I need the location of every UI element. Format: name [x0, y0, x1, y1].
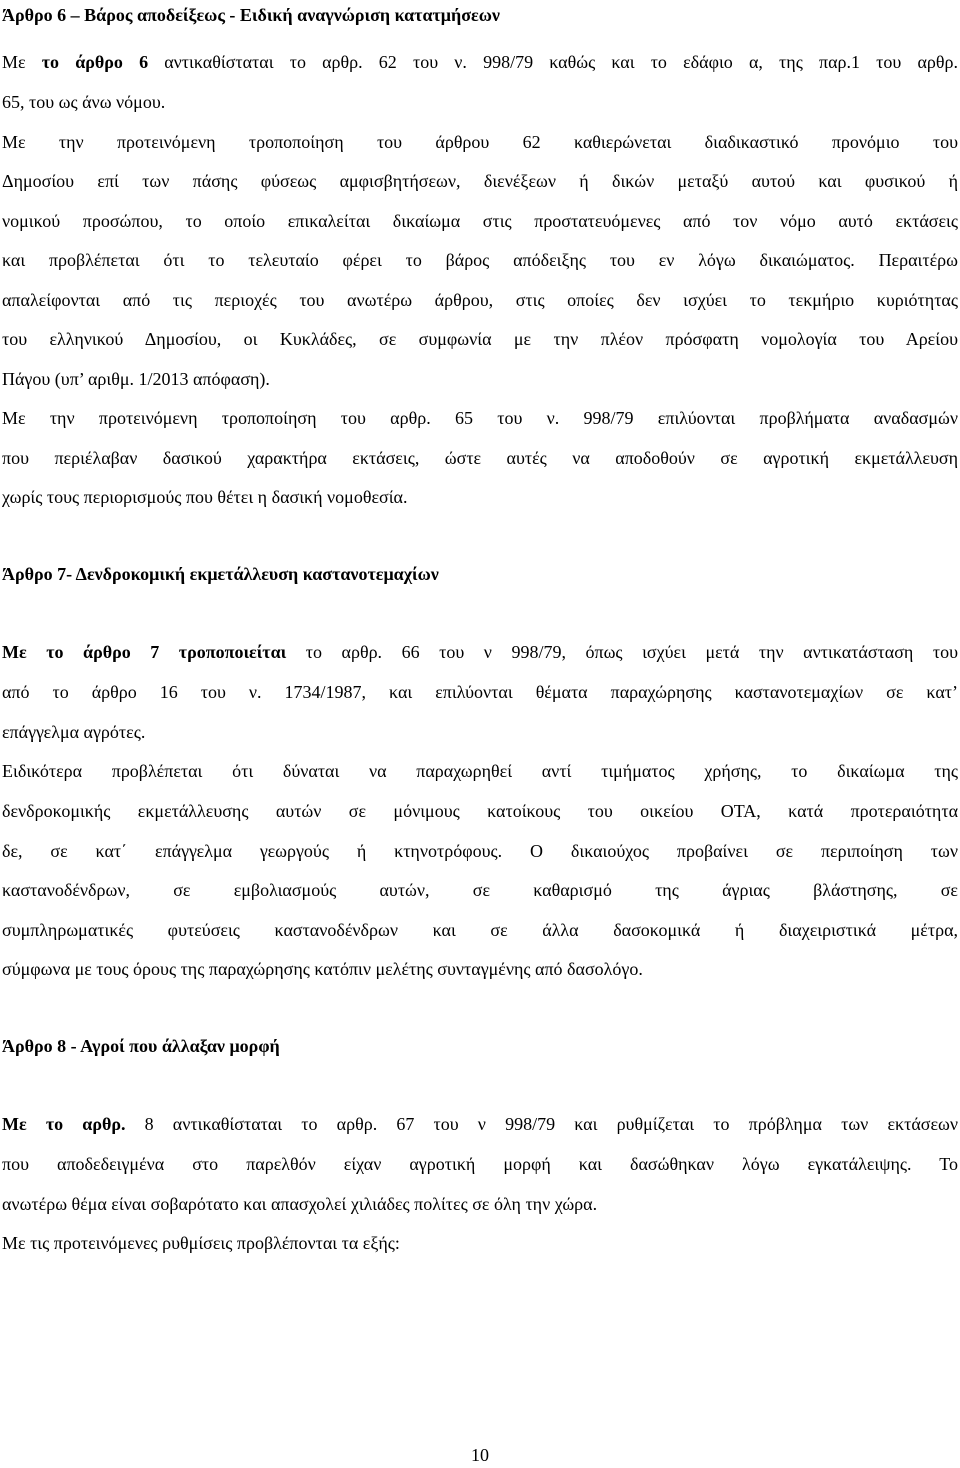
paragraph-line: Με τις προτεινόμενες ρυθμίσεις προβλέπονται τα εξής: — [2, 1233, 400, 1253]
paragraph-line: καστανοδένδρων, σε εμβολιασμούς αυτών, σε καθαρισμό της άγριας βλάστησης, σε — [2, 880, 958, 900]
article-6-intro-line-1 — [2, 50, 958, 74]
bold-text: Με το άρθρο 7 τροποποιείται — [2, 642, 287, 662]
text-span: το αρθρ. 66 του ν 998/79, όπως ισχύει μετά την αντικατάσταση του — [286, 642, 958, 662]
paragraph-line: Πάγου (υπ’ αριθμ. 1/2013 απόφαση). — [2, 369, 270, 389]
paragraph-line: από το άρθρο 16 του ν. 1734/1987, και επιλύονται θέματα παραχώρησης καστανοτεμαχίων σε κατ’ — [2, 682, 958, 702]
paragraph-line: που περιέλαβαν δασικού χαρακτήρα εκτάσεις, ώστε αυτές να αποδοθούν σε αγροτική εκμετάλλευση — [2, 448, 958, 468]
paragraph-line: δενδροκομικής εκμετάλλευσης αυτών σε μόνιμους κατοίκους του οικείου ΟΤΑ, κατά προτεραιότητα — [2, 801, 958, 821]
article-6-heading: Άρθρο 6 – Βάρος αποδείξεως - Ειδική αναγνώριση κατατμήσεων — [2, 5, 500, 25]
paragraph-line: δε, σε κατ΄ επάγγελμα γεωργούς ή κτηνοτρόφους. Ο δικαιούχος προβαίνει σε περιποίηση των — [2, 841, 958, 861]
article-7-heading: Άρθρο 7- Δενδροκομική εκμετάλλευση καστανοτεμαχίων — [2, 564, 439, 584]
paragraph-line: συμπληρωματικές φυτεύσεις καστανοδένδρων και σε άλλα δασοκομικά ή διαχειριστικά μέτρα, — [2, 920, 958, 940]
paragraph-line: Με την προτεινόμενη τροποποίηση του άρθρου 62 καθιερώνεται διαδικαστικό προνόμιο του — [2, 132, 958, 152]
paragraph-line: επάγγελμα αγρότες. — [2, 722, 146, 742]
text-span: αντικαθίσταται το αρθρ. 62 του ν. 998/79 καθώς και το εδάφιο α, της παρ.1 του αρθρ. — [148, 52, 958, 72]
bold-text: το άρθρο 6 — [41, 52, 149, 72]
article-6-intro-line-2: 65, του ως άνω νόμου. — [2, 92, 166, 112]
paragraph-line: χωρίς τους περιορισμούς που θέτει η δασική νομοθεσία. — [2, 487, 408, 507]
paragraph-line: Ειδικότερα προβλέπεται ότι δύναται να παραχωρηθεί αντί τιμήματος χρήσης, το δικαίωμα της — [2, 761, 958, 781]
bold-text: Με το αρθρ. — [2, 1114, 126, 1134]
paragraph-line: απαλείφονται από τις περιοχές του ανωτέρω άρθρου, στις οποίες δεν ισχύει το τεκμήριο κυριότητας — [2, 290, 958, 310]
paragraph-line: σύμφωνα με τους όρους της παραχώρησης κατόπιν μελέτης συνταγμένης από δασολόγο. — [2, 959, 643, 979]
paragraph-line: ανωτέρω θέμα είναι σοβαρότατο και απασχολεί χιλιάδες πολίτες σε όλη την χώρα. — [2, 1194, 598, 1214]
article-8-intro-line-1 — [2, 1112, 958, 1136]
paragraph-line: που αποδεδειγμένα στο παρελθόν είχαν αγροτική μορφή και δασώθηκαν λόγω εγκατάλειψης. Το — [2, 1154, 958, 1174]
paragraph-line: του ελληνικού Δημοσίου, οι Κυκλάδες, σε συμφωνία με την πλέον πρόσφατη νομολογία του Αρείου — [2, 329, 958, 349]
text-span: 8 αντικαθίσταται το αρθρ. 67 του ν 998/79 και ρυθμίζεται το πρόβλημα των εκτάσεων — [125, 1114, 958, 1134]
paragraph-line: Δημοσίου επί των πάσης φύσεως αμφισβητήσεων, διενέξεων ή δικών μεταξύ αυτού και φυσικού ή — [2, 171, 958, 191]
paragraph-line: και προβλέπεται ότι το τελευταίο φέρει το βάρος απόδειξης του εν λόγω δικαιώματος. Περαιτέρω — [2, 250, 958, 270]
paragraph-line: Με την προτεινόμενη τροποποίηση του αρθρ. 65 του ν. 998/79 επιλύονται προβλήματα αναδασμών — [2, 408, 958, 428]
page-number: 10 — [471, 1445, 489, 1465]
article-8-heading: Άρθρο 8 - Αγροί που άλλαξαν μορφή — [2, 1036, 280, 1056]
text-span: Με — [2, 52, 42, 72]
article-7-intro-line-1 — [2, 640, 958, 664]
paragraph-line: νομικού προσώπου, το οποίο επικαλείται δικαίωμα στις προστατευόμενες από τον νόμο αυτό εκτάσεις — [2, 211, 958, 231]
